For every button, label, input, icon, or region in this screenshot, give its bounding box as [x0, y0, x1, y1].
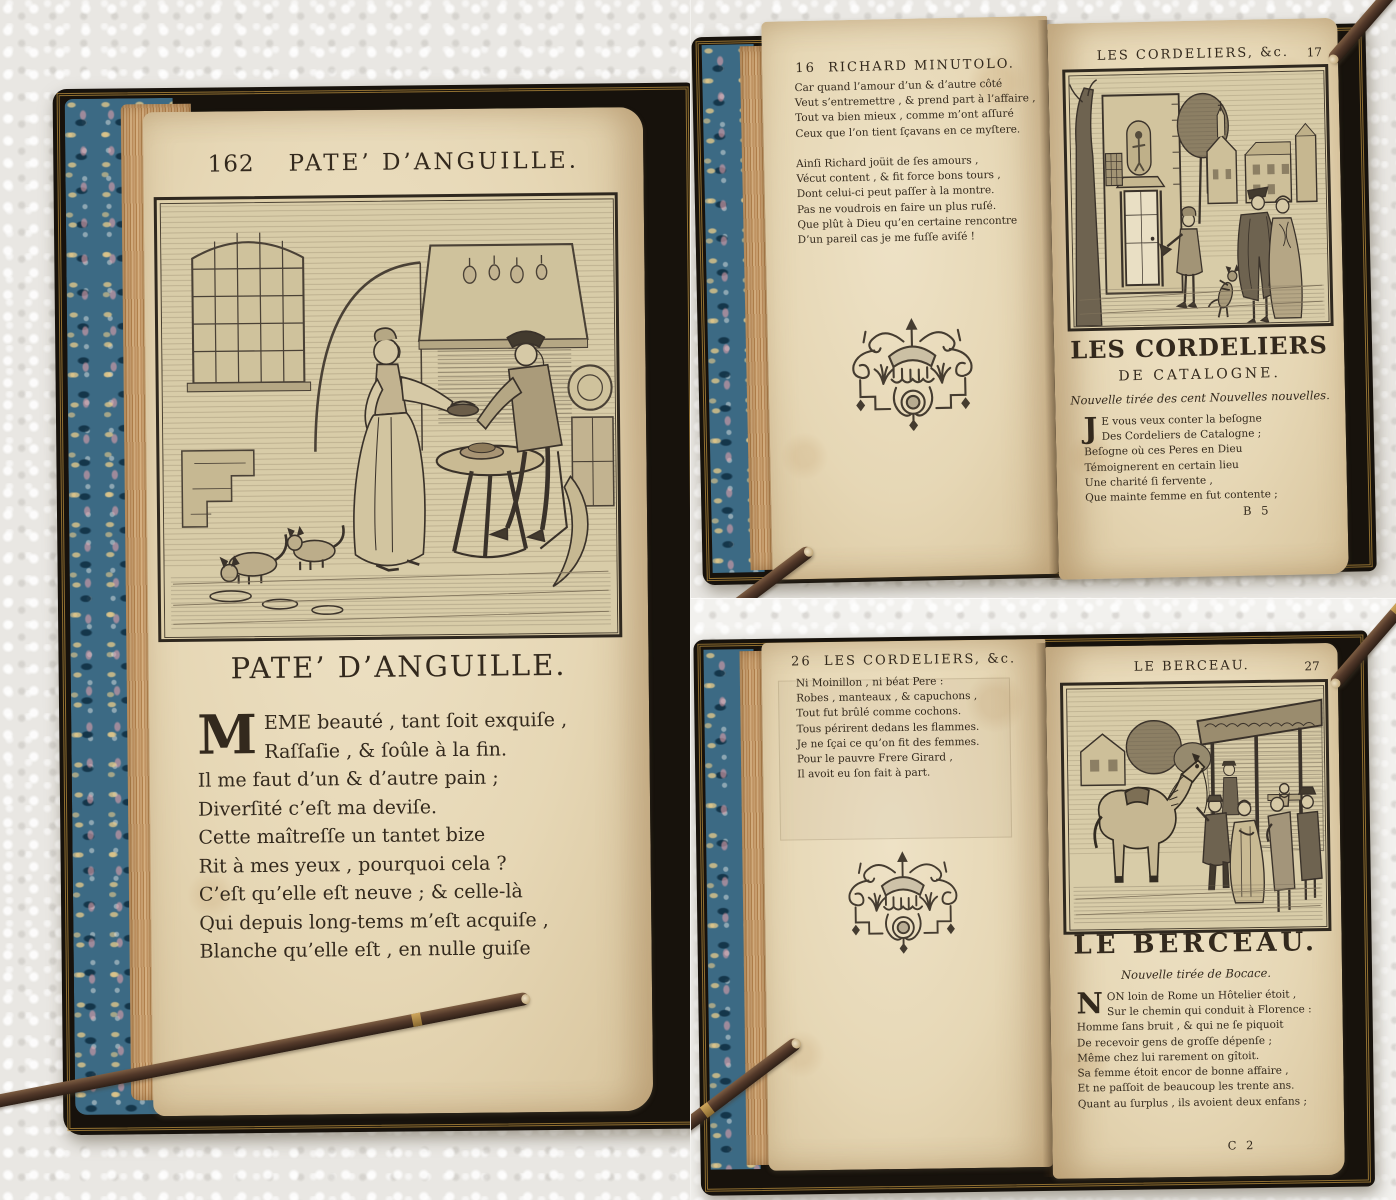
- source-note: Nouvelle tirée de Bocace.: [1120, 965, 1272, 982]
- photo-top-right: [690, 0, 1396, 598]
- book-page-left: [761, 639, 1052, 1171]
- book-page-right: [1047, 18, 1349, 580]
- running-header: [762, 651, 1046, 670]
- poem-text: [796, 674, 980, 783]
- drop-cap: N: [1076, 986, 1104, 1021]
- story-title: LE BERCEAU.: [1073, 927, 1319, 961]
- poem-line: Veut s’entremettre , & prend part à l’affaire ,: [794, 92, 1036, 110]
- running-title: PATE’ D’ANGUILLE.: [288, 147, 580, 177]
- book-pate-danguille: [24, 75, 690, 1142]
- signature-mark: B 5: [1242, 503, 1272, 518]
- book-spread-16-17: [690, 0, 1396, 598]
- poem-line: Tout fut brûlé comme cochons.: [796, 705, 962, 720]
- poem-line: Que plût à Dieu qu’en certaine rencontre: [797, 214, 1018, 232]
- poem-line: Pas ne voudrois en faire un plus ruſé.: [796, 199, 997, 216]
- poem-line: Une charité ſi fervente ,: [1084, 474, 1213, 490]
- running-header: [1048, 44, 1338, 65]
- book-spread-26-27: [690, 598, 1396, 1200]
- page-number: 162: [207, 151, 255, 178]
- poem-line: De recevoir gens de groſſe dépenſe ;: [1076, 1034, 1273, 1050]
- signature-mark: C 2: [1227, 1138, 1257, 1153]
- running-header: [1046, 657, 1338, 676]
- poem-line: Sa femme étoit encor de bonne affaire ,: [1077, 1064, 1289, 1080]
- poem-line: Raſſaſie , & ſoûle à la fin.: [264, 737, 508, 763]
- poem-line: Sur le chemin qui conduit à Florence :: [1107, 1003, 1312, 1019]
- engraving-door-svg: [1068, 70, 1329, 327]
- poem-text: [196, 702, 630, 966]
- page-number: 26: [791, 654, 812, 670]
- engraving-kitchen-svg: [160, 198, 619, 638]
- poem-line: Même chez lui rarement on gîtoit.: [1077, 1049, 1260, 1065]
- poem-line: Je ne ſçai ce qu’on fit des femmes.: [796, 735, 980, 751]
- running-title: RICHARD MINUTOLO.: [828, 56, 1015, 76]
- poem-line: Il avoit eu ſon fait à part.: [797, 766, 931, 781]
- poem-line: D’un pareil cas je me fuſſe aviſé !: [797, 230, 976, 247]
- poem-line: Ni Moinillon , ni béat Pere :: [795, 675, 944, 690]
- poem-line: Ainſi Richard joüit de ſes amours ,: [795, 154, 979, 171]
- poem-stanza: [794, 76, 1036, 142]
- running-title: LE BERCEAU.: [1133, 658, 1250, 675]
- book-page-left: [761, 16, 1059, 580]
- page-number: 27: [1304, 659, 1320, 674]
- poem-line: Qui depuis long-tems m’eſt acquiſe ,: [199, 908, 549, 935]
- poem-text: [1076, 986, 1312, 1112]
- story-subtitle: DE CATALOGNE.: [1118, 365, 1282, 385]
- tailpiece-ornament: [827, 311, 997, 432]
- poem-line: Beſogne où ces Peres en Dieu: [1084, 443, 1243, 459]
- poem-line: Vécut content , & fit force bons tours ,: [796, 169, 1001, 186]
- book-page: [143, 107, 653, 1116]
- photo-left: [0, 0, 690, 1200]
- poem-line: Des Cordeliers de Catalogne ;: [1101, 427, 1262, 444]
- poem-line: Témoignerent en certain lieu: [1084, 458, 1239, 474]
- poem-line: ON loin de Rome un Hôtelier étoit ,: [1106, 988, 1297, 1004]
- poem-line: Homme ſans bruit , & qui ne ſe piquoit: [1076, 1019, 1284, 1034]
- poem-line: Tous périrent dedans les flammes.: [796, 720, 980, 736]
- book-page-right: [1045, 643, 1344, 1179]
- running-title: LES CORDELIERS, &c.: [823, 651, 1017, 670]
- source-note: Nouvelle tirée des cent Nouvelles nouvelles.: [1070, 388, 1330, 408]
- poem-line: EME beauté , tant ſoit exquiſe ,: [263, 708, 568, 735]
- poem-line: Quant au ſurplus , ils avoient deux enfans ;: [1077, 1094, 1308, 1111]
- poem-line: Diverſité c’eſt ma deviſe.: [197, 795, 438, 821]
- page-number: 16: [795, 60, 817, 77]
- engraving-inn-horse: [1060, 679, 1331, 935]
- poem-line: Rit à mes yeux , pourquoi cela ?: [198, 851, 507, 878]
- photo-bottom-right: [690, 598, 1396, 1200]
- drop-cap: M: [196, 702, 258, 767]
- running-header: [143, 147, 643, 178]
- story-title: LES CORDELIERS: [1069, 330, 1329, 365]
- poem-line: Robes , manteaux , & capuchons ,: [796, 690, 978, 705]
- poem-line: Que mainte femme en fut contente ;: [1085, 488, 1278, 505]
- poem-line: Tout va bien mieux , comme m’ont aſſuré: [795, 108, 1014, 125]
- poem-line: Ceux que l’on tient ſçavans en ce myſtere.: [795, 123, 1021, 140]
- page-number: 17: [1306, 45, 1323, 60]
- drop-cap: J: [1083, 410, 1098, 446]
- poem-line: Blanche qu’elle eſt , en nulle guiſe: [199, 937, 531, 963]
- engraving-monastery-door: [1062, 64, 1333, 332]
- story-title: PATE’ D’ANGUILLE.: [230, 647, 567, 686]
- engraving-kitchen-scene: [154, 192, 623, 642]
- engraving-inn-svg: [1066, 685, 1327, 931]
- poem-text: [1083, 411, 1277, 506]
- poem-stanza: [796, 153, 1018, 249]
- running-header: [762, 56, 1048, 77]
- poem-line: Dont celui-ci peut paſſer à la montre.: [796, 184, 995, 201]
- poem-line: Et ne paſſoit de beaucoup les trente ans.: [1077, 1079, 1295, 1095]
- poem-line: E vous veux conter la beſogne: [1101, 412, 1262, 428]
- poem-line: Il me faut d’un & d’autre pain ;: [197, 766, 499, 792]
- poem-line: Car quand l’amour d’un & d’autre côté: [794, 77, 1003, 95]
- poem-line: Cette maîtreſſe un tantet bize: [198, 823, 486, 849]
- poem-line: C’eſt qu’elle eſt neuve ; & celle-là: [198, 880, 523, 906]
- poem-line: Pour le pauvre Frere Girard ,: [796, 751, 953, 766]
- tailpiece-ornament: [826, 845, 979, 955]
- running-title: LES CORDELIERS, &c.: [1096, 44, 1290, 64]
